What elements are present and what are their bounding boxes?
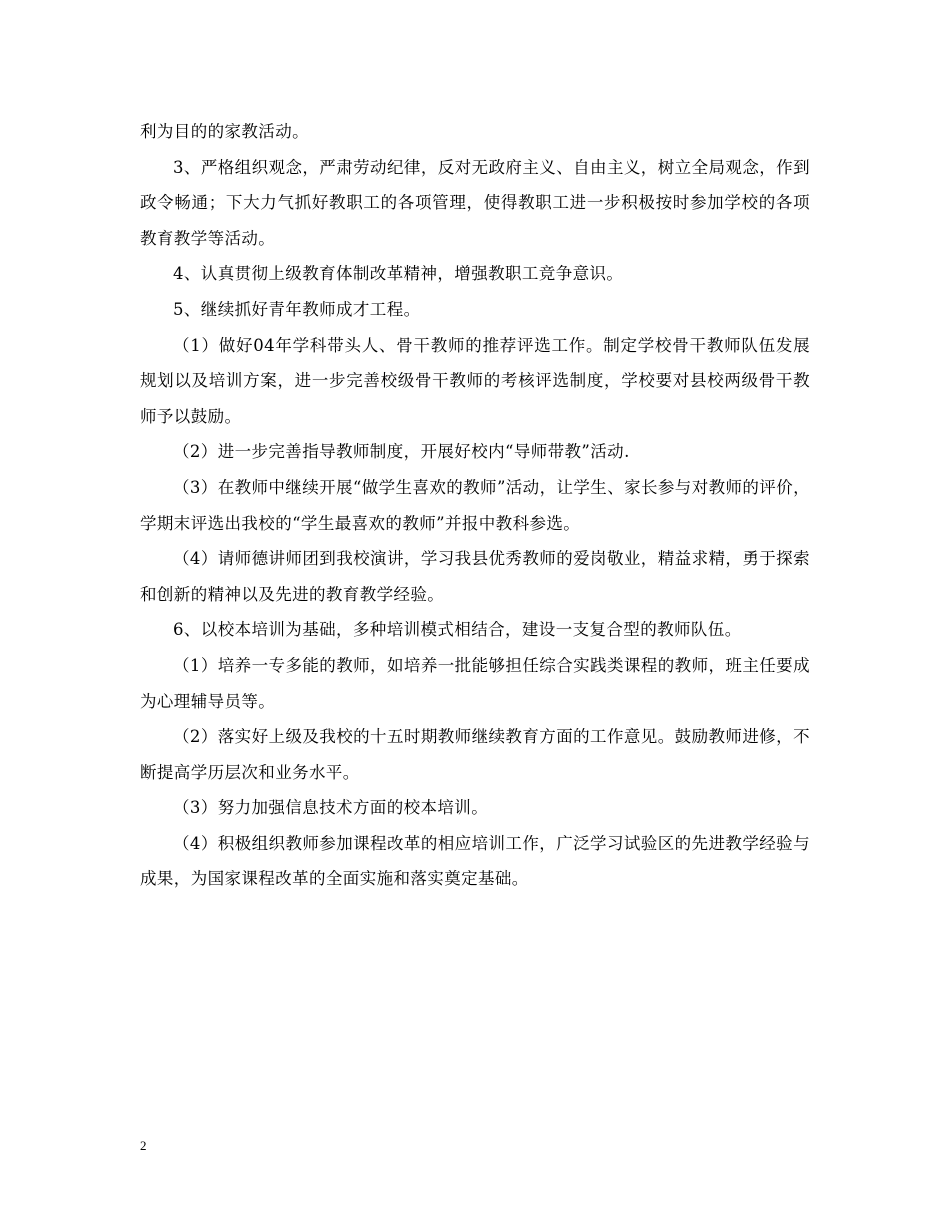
paragraph-item-5-1: （1）做好04年学科带头人、骨干教师的推荐评选工作。制定学校骨干教师队伍发展规划以及培训方案，进一步完善校级骨干教师的考核评选制度，学校要对县校两级骨干教师予以鼓励。 xyxy=(140,335,810,426)
paragraph-item-4: 4、认真贯彻上级教育体制改革精神，增强教职工竞争意识。 xyxy=(173,264,624,284)
paragraph-item-5-4: （4）请师德讲师团到我校演讲，学习我县优秀教师的爱岗敬业，精益求精，勇于探索和创新的精神以及先进的教育教学经验。 xyxy=(140,549,810,604)
paragraph-item-5-2: （2）进一步完善指导教师制度，开展好校内“导师带教”活动. xyxy=(173,442,630,462)
paragraph-item-6: 6、以校本培训为基础，多种培训模式相结合，建设一支复合型的教师队伍。 xyxy=(173,620,742,640)
page-number: 2 xyxy=(140,1138,147,1153)
paragraph-item-6-4: （4）积极组织教师参加课程改革的相应培训工作，广泛学习试验区的先进教学经验与成果，为国家课程改革的全面实施和落实奠定基础。 xyxy=(140,833,810,889)
paragraph-item-6-2: （2）落实好上级及我校的十五时期教师继续教育方面的工作意见。鼓励教师进修，不断提高学历层次和业务水平。 xyxy=(140,727,810,782)
paragraph-item-6-1: （1）培养一专多能的教师，如培养一批能够担任综合实践类课程的教师，班主任要成为心理辅导员等。 xyxy=(140,655,810,711)
paragraph-item-5: 5、继续抓好青年教师成才工程。 xyxy=(173,299,421,319)
paragraph-item-5-3: （3）在教师中继续开展“做学生喜欢的教师”活动，让学生、家长参与对教师的评价，学期末评选出我校的“学生最喜欢的教师”并报中教科参选。 xyxy=(140,477,810,533)
document-body xyxy=(140,114,810,897)
paragraph-item-6-3: （3）努力加强信息技术方面的校本培训。 xyxy=(173,798,489,818)
paragraph-item-3: 3、严格组织观念，严肃劳动纪律，反对无政府主义、自由主义，树立全局观念，作到政令畅通；下大力气抓好教职工的各项管理，使得教职工进一步积极按时参加学校的各项教育教学等活动。 xyxy=(140,157,810,248)
paragraph-continuation: 利为目的的家教活动。 xyxy=(140,122,309,141)
